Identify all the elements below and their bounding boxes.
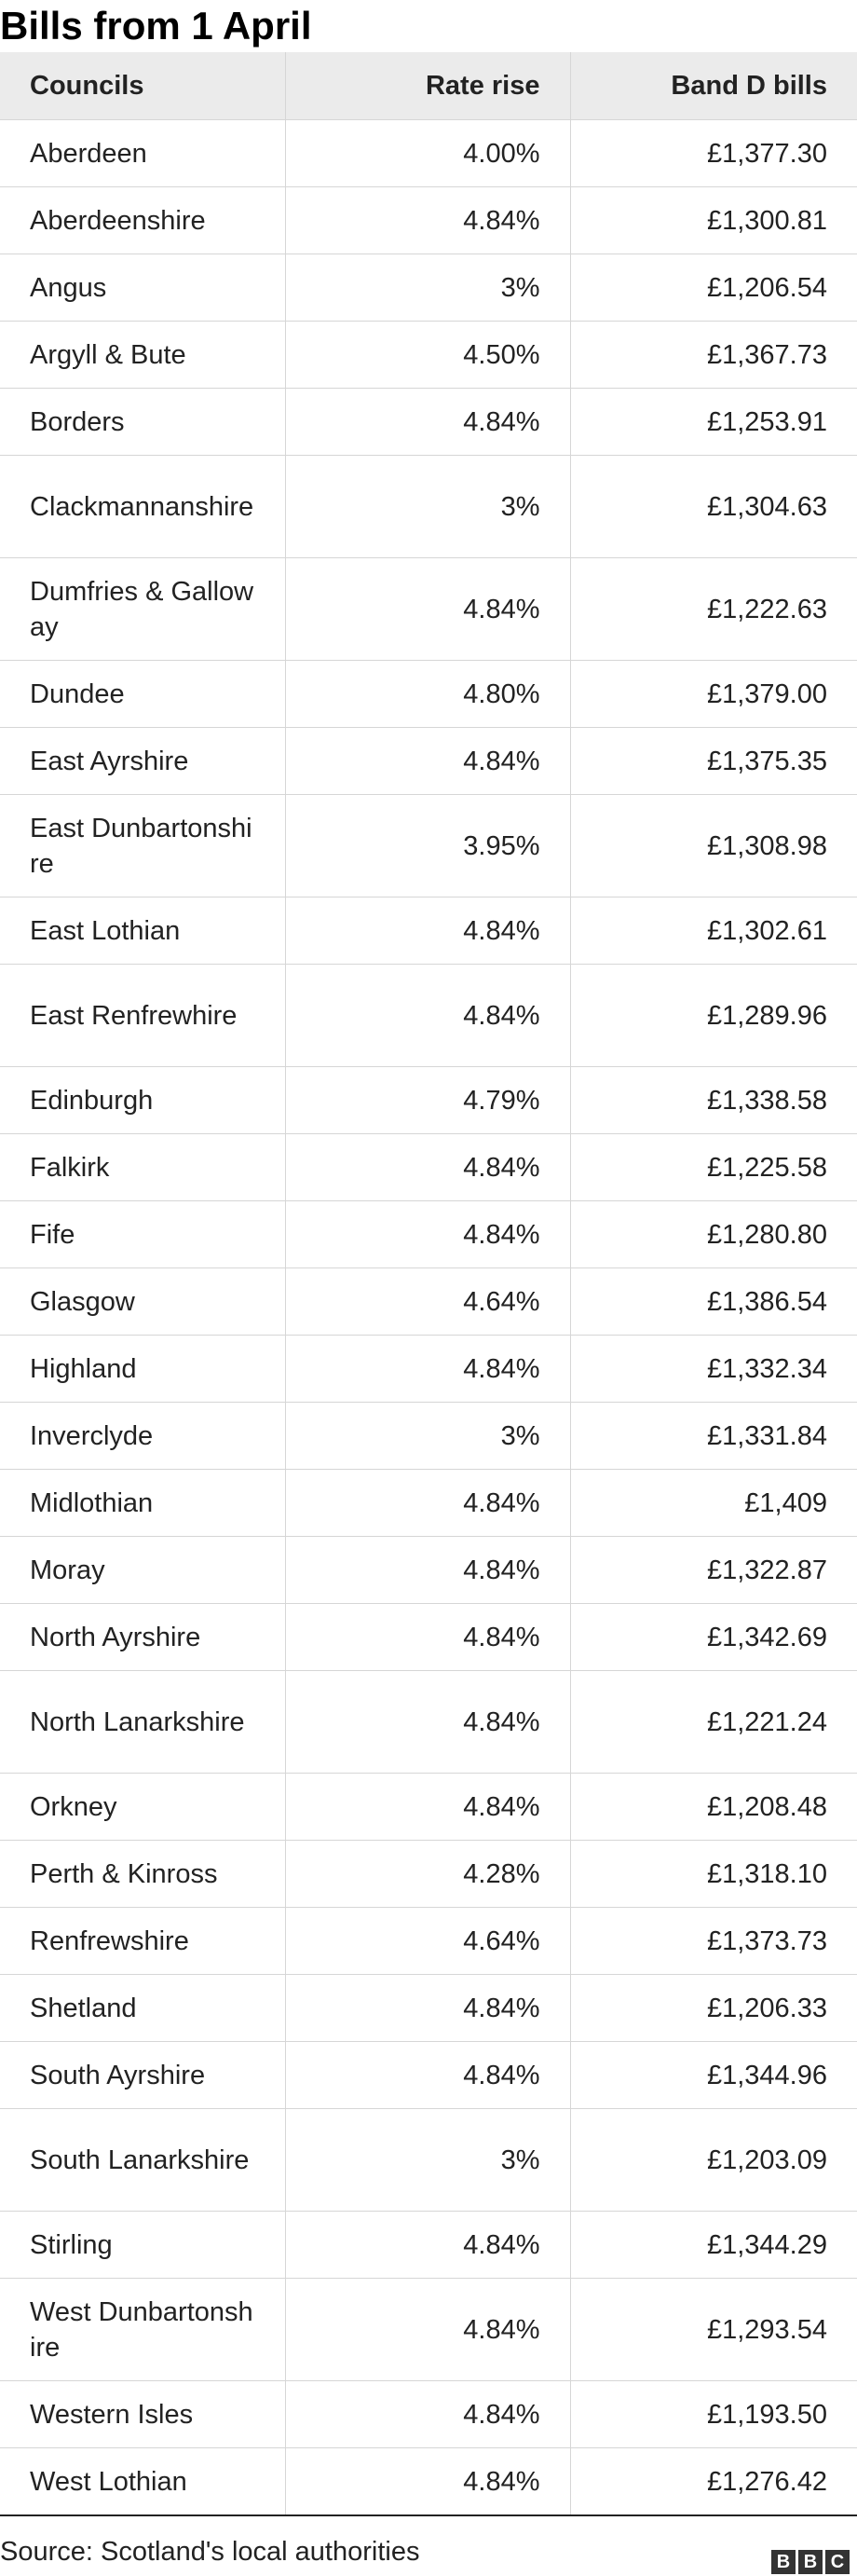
table-row [0,2212,857,2279]
rate-rise-cell: 3% [285,2109,570,2212]
council-name-cell: East Renfrewhire [0,965,285,1067]
council-name-cell: North Ayrshire [0,1604,285,1671]
rate-rise-cell: 3% [285,254,570,322]
band-d-bill-cell: £1,332.34 [570,1336,857,1403]
band-d-bill-cell: £1,386.54 [570,1268,857,1336]
rate-rise-cell: 4.50% [285,322,570,389]
rate-rise-cell: 4.80% [285,661,570,728]
column-header-rate-rise: Rate rise [285,52,570,120]
council-name-cell: Highland [0,1336,285,1403]
band-d-bill-cell: £1,300.81 [570,187,857,254]
band-d-bill-cell: £1,280.80 [570,1201,857,1268]
rate-rise-cell: 4.28% [285,1841,570,1908]
rate-rise-cell: 4.84% [285,728,570,795]
bbc-logo [771,2550,850,2574]
table-row [0,2381,857,2448]
rate-rise-cell: 4.64% [285,1268,570,1336]
table-row [0,2448,857,2516]
band-d-bill-cell: £1,344.96 [570,2042,857,2109]
band-d-bill-cell: £1,222.63 [570,558,857,661]
rate-rise-cell: 4.84% [285,2279,570,2381]
table-row [0,1604,857,1671]
council-name-cell: Orkney [0,1774,285,1841]
table-row [0,897,857,965]
council-name-cell: Renfrewshire [0,1908,285,1975]
council-name-cell: Perth & Kinross [0,1841,285,1908]
band-d-bill-cell: £1,206.33 [570,1975,857,2042]
rate-rise-cell: 4.84% [285,965,570,1067]
table-row [0,558,857,661]
council-name-cell: Angus [0,254,285,322]
council-name-cell: East Ayrshire [0,728,285,795]
rate-rise-cell: 4.84% [285,1604,570,1671]
table-row [0,1336,857,1403]
band-d-bill-cell: £1,342.69 [570,1604,857,1671]
band-d-bill-cell: £1,373.73 [570,1908,857,1975]
council-name-cell: South Ayrshire [0,2042,285,2109]
logo-letter: B [771,2550,796,2574]
band-d-bill-cell: £1,338.58 [570,1067,857,1134]
council-name-cell: South Lanarkshire [0,2109,285,2212]
rate-rise-cell: 4.84% [285,2381,570,2448]
rate-rise-cell: 3% [285,456,570,558]
rate-rise-cell: 4.84% [285,1134,570,1201]
band-d-bill-cell: £1,409 [570,1470,857,1537]
table-row [0,456,857,558]
rate-rise-cell: 4.64% [285,1908,570,1975]
council-name-cell: Stirling [0,2212,285,2279]
council-name-cell: Dundee [0,661,285,728]
rate-rise-cell: 3% [285,1403,570,1470]
council-name-cell: Aberdeen [0,120,285,187]
band-d-bill-cell: £1,375.35 [570,728,857,795]
table-row [0,965,857,1067]
band-d-bill-cell: £1,276.42 [570,2448,857,2516]
table-row [0,728,857,795]
council-name-cell: Borders [0,389,285,456]
table-header-row [0,52,857,120]
table-row [0,1975,857,2042]
council-name-cell: Inverclyde [0,1403,285,1470]
band-d-bill-cell: £1,293.54 [570,2279,857,2381]
council-name-cell: Clackmannanshire [0,456,285,558]
rate-rise-cell: 4.84% [285,1537,570,1604]
table-row [0,389,857,456]
band-d-bill-cell: £1,344.29 [570,2212,857,2279]
band-d-bill-cell: £1,367.73 [570,322,857,389]
table-row [0,2109,857,2212]
council-name-cell: Western Isles [0,2381,285,2448]
band-d-bill-cell: £1,193.50 [570,2381,857,2448]
logo-letter: C [825,2550,850,2574]
band-d-bill-cell: £1,302.61 [570,897,857,965]
council-name-cell: Falkirk [0,1134,285,1201]
band-d-bill-cell: £1,253.91 [570,389,857,456]
logo-letter: B [798,2550,823,2574]
council-name-cell: Dumfries & Galloway [0,558,285,661]
band-d-bill-cell: £1,206.54 [570,254,857,322]
council-name-cell: North Lanarkshire [0,1671,285,1774]
table-row [0,1403,857,1470]
rate-rise-cell: 4.84% [285,1201,570,1268]
chart-title: Bills from 1 April [0,4,312,48]
table-row [0,2042,857,2109]
council-name-cell: Moray [0,1537,285,1604]
council-name-cell: Shetland [0,1975,285,2042]
council-tax-table [0,52,857,2516]
band-d-bill-cell: £1,331.84 [570,1403,857,1470]
council-name-cell: Edinburgh [0,1067,285,1134]
table-row [0,322,857,389]
council-name-cell: West Dunbartonshire [0,2279,285,2381]
band-d-bill-cell: £1,377.30 [570,120,857,187]
table-row [0,254,857,322]
rate-rise-cell: 4.84% [285,897,570,965]
table-body [0,120,857,2516]
council-name-cell: West Lothian [0,2448,285,2516]
rate-rise-cell: 4.84% [285,1336,570,1403]
band-d-bill-cell: £1,308.98 [570,795,857,897]
council-name-cell: East Lothian [0,897,285,965]
rate-rise-cell: 4.84% [285,2212,570,2279]
table-row [0,795,857,897]
table-row [0,2279,857,2381]
table-row [0,1201,857,1268]
table-row [0,1268,857,1336]
rate-rise-cell: 4.84% [285,1975,570,2042]
column-header-band-d-bills: Band D bills [570,52,857,120]
column-header-councils: Councils [0,52,285,120]
band-d-bill-cell: £1,208.48 [570,1774,857,1841]
council-name-cell: Aberdeenshire [0,187,285,254]
rate-rise-cell: 4.84% [285,2042,570,2109]
table-row [0,187,857,254]
band-d-bill-cell: £1,304.63 [570,456,857,558]
table-row [0,1908,857,1975]
band-d-bill-cell: £1,289.96 [570,965,857,1067]
council-name-cell: Midlothian [0,1470,285,1537]
table-row [0,661,857,728]
rate-rise-cell: 4.84% [285,1774,570,1841]
rate-rise-cell: 4.84% [285,187,570,254]
band-d-bill-cell: £1,203.09 [570,2109,857,2212]
rate-rise-cell: 4.84% [285,1671,570,1774]
council-name-cell: Argyll & Bute [0,322,285,389]
rate-rise-cell: 4.84% [285,389,570,456]
source-note: Source: Scotland's local authorities [0,2537,420,2567]
band-d-bill-cell: £1,379.00 [570,661,857,728]
council-name-cell: Fife [0,1201,285,1268]
table-row [0,1671,857,1774]
rate-rise-cell: 4.00% [285,120,570,187]
table-row [0,1774,857,1841]
rate-rise-cell: 4.84% [285,1470,570,1537]
table-row [0,1537,857,1604]
rate-rise-cell: 4.79% [285,1067,570,1134]
council-name-cell: East Dunbartonshire [0,795,285,897]
table-row [0,1067,857,1134]
table-row [0,120,857,187]
rate-rise-cell: 4.84% [285,2448,570,2516]
council-name-cell: Glasgow [0,1268,285,1336]
table-row [0,1841,857,1908]
table-row [0,1134,857,1201]
rate-rise-cell: 4.84% [285,558,570,661]
band-d-bill-cell: £1,318.10 [570,1841,857,1908]
band-d-bill-cell: £1,322.87 [570,1537,857,1604]
band-d-bill-cell: £1,225.58 [570,1134,857,1201]
rate-rise-cell: 3.95% [285,795,570,897]
table-row [0,1470,857,1537]
band-d-bill-cell: £1,221.24 [570,1671,857,1774]
